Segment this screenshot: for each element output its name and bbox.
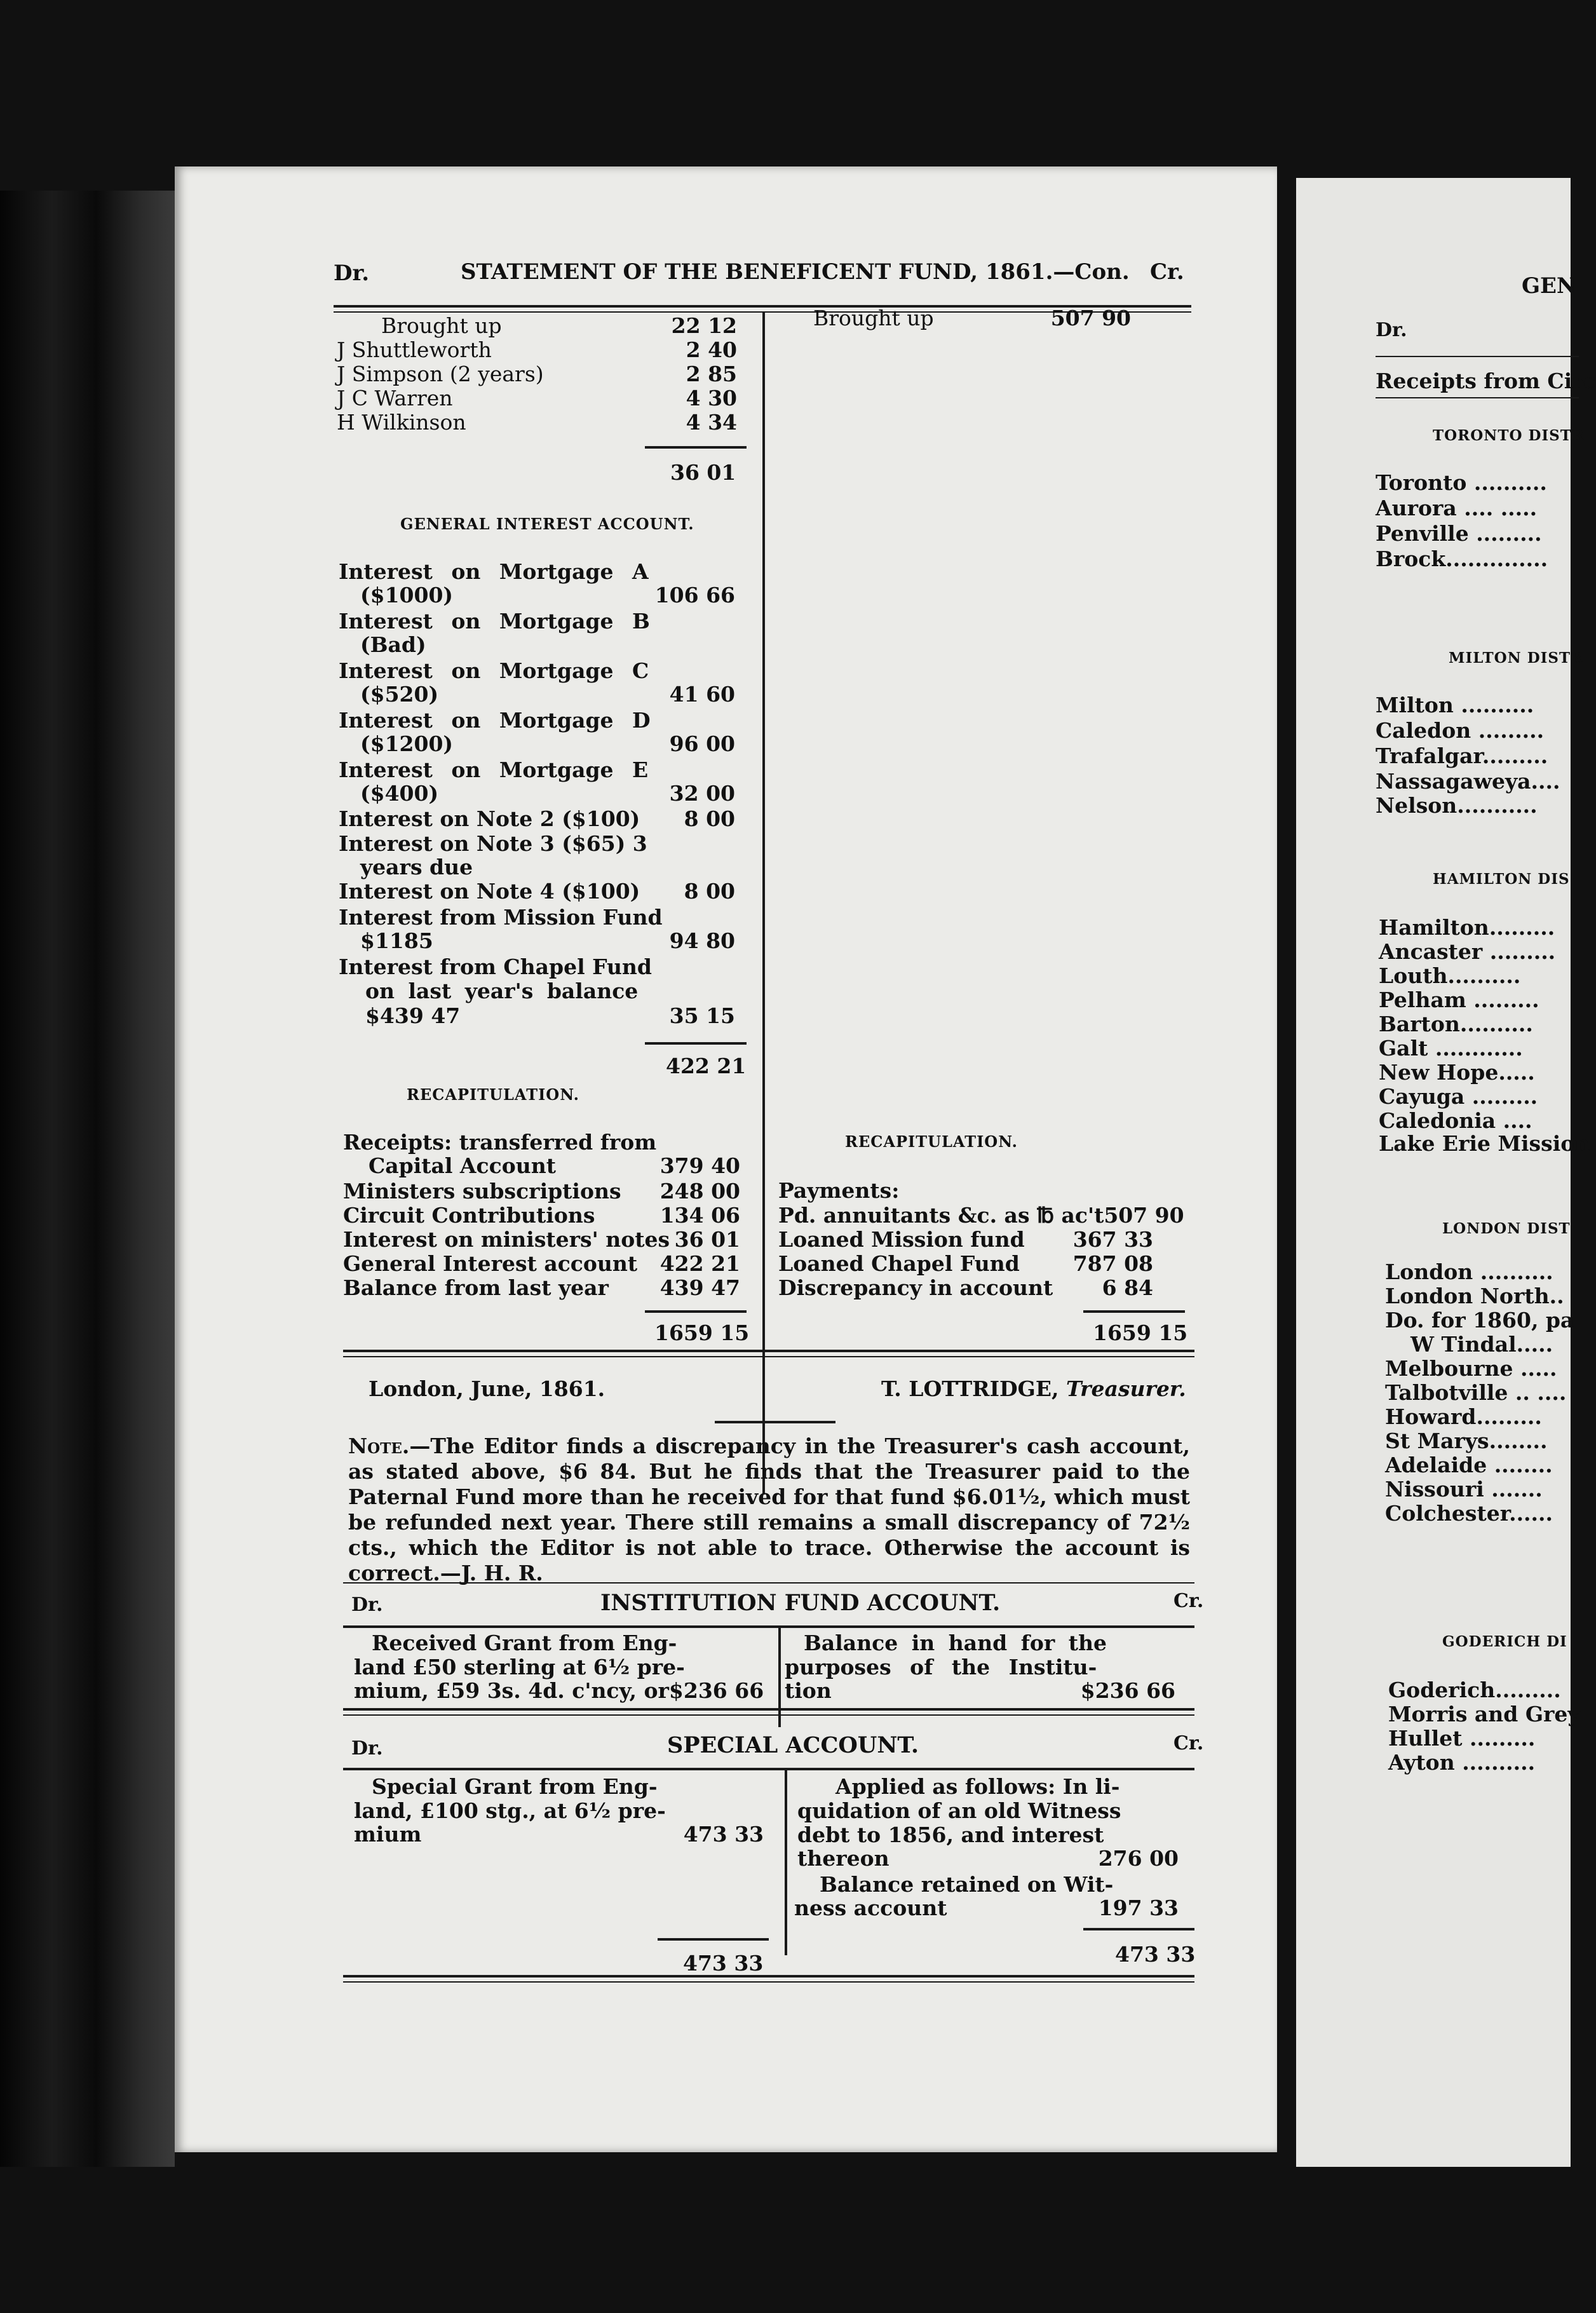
list-item: Balance from last year 439 47 bbox=[343, 1275, 740, 1300]
list-item: Trafalgar......... bbox=[1376, 743, 1548, 768]
list-item: years due bbox=[360, 855, 473, 879]
subtotal-rule bbox=[645, 446, 747, 449]
section-rule-thin bbox=[343, 1714, 1194, 1716]
total-rule bbox=[1083, 1310, 1185, 1313]
page-title: STATEMENT OF THE BENEFICENT FUND, 1861.—Con. bbox=[461, 259, 1130, 285]
list-item: Nassagaweya.... bbox=[1376, 769, 1560, 794]
list-item: H Wilkinson 4 34 bbox=[337, 410, 737, 435]
list-item: Melbourne ..... bbox=[1385, 1356, 1557, 1381]
district-heading: TORONTO DISTR bbox=[1433, 427, 1585, 444]
list-item: Interest on Mortgage E bbox=[339, 757, 649, 782]
special-total-left: 473 33 bbox=[683, 1951, 764, 1976]
list-item: Galt ............ bbox=[1379, 1036, 1523, 1061]
list-item: Louth.......... bbox=[1379, 963, 1521, 988]
list-item: Do. for 1860, pa bbox=[1385, 1308, 1574, 1333]
list-item: Toronto .......... bbox=[1376, 470, 1547, 495]
list-item: ness account 197 33 bbox=[794, 1896, 1179, 1920]
list-item: mium, £59 3s. 4d. c'ncy, or $236 66 bbox=[354, 1678, 764, 1703]
list-item: Discrepancy in account 6 84 bbox=[778, 1275, 1153, 1300]
list-item: Interest on Mortgage A bbox=[339, 559, 649, 584]
list-item: Special Grant from Eng- bbox=[372, 1774, 658, 1799]
list-item: ($1200) 96 00 bbox=[360, 731, 735, 756]
list-item: ($400) 32 00 bbox=[360, 781, 735, 806]
list-item: ($520) 41 60 bbox=[360, 682, 735, 707]
list-item: J Shuttleworth 2 40 bbox=[337, 337, 737, 362]
header-rule bbox=[1376, 356, 1579, 357]
list-item: thereon 276 00 bbox=[797, 1846, 1179, 1871]
list-item: Pd. annuitants &c. as ℔ ac't 507 90 bbox=[778, 1203, 1184, 1228]
section-rule bbox=[343, 1625, 1194, 1628]
section-rule bbox=[343, 1975, 1194, 1977]
list-item: Hullet ......... bbox=[1388, 1726, 1536, 1751]
list-item: Interest on Note 3 ($65) 3 bbox=[339, 831, 647, 856]
list-item: tion $236 66 bbox=[785, 1678, 1175, 1703]
list-item: quidation of an old Witness bbox=[797, 1798, 1121, 1823]
list-item: Caledonia .... bbox=[1379, 1108, 1532, 1133]
list-item: Receipts: transferred from bbox=[343, 1130, 657, 1155]
facing-header: GEN bbox=[1522, 273, 1577, 299]
list-item: Loaned Chapel Fund 787 08 bbox=[778, 1251, 1153, 1276]
header-rule bbox=[1376, 397, 1579, 398]
list-item: Received Grant from Eng- bbox=[372, 1631, 677, 1655]
list-item: Interest from Chapel Fund bbox=[339, 954, 653, 979]
list-item: J C Warren 4 30 bbox=[337, 386, 737, 410]
subtotal-rule bbox=[645, 1042, 747, 1045]
section-rule-thin bbox=[343, 1981, 1194, 1983]
list-item: London North.. bbox=[1385, 1284, 1564, 1308]
list-item: Interest on Mortgage B bbox=[339, 609, 650, 634]
list-item: Capital Account 379 40 bbox=[369, 1153, 740, 1178]
list-item: Brock.............. bbox=[1376, 546, 1548, 571]
section-rule bbox=[343, 1582, 1194, 1584]
list-item: land £50 sterling at 6½ pre- bbox=[354, 1655, 685, 1679]
list-item: Payments: bbox=[778, 1178, 900, 1203]
list-item: Barton.......... bbox=[1379, 1012, 1533, 1036]
list-item: W Tindal..... bbox=[1410, 1332, 1553, 1357]
list-item: Caledon ......... bbox=[1376, 718, 1545, 743]
list-item: St Marys........ bbox=[1385, 1428, 1548, 1453]
dr-label: Dr. bbox=[334, 261, 370, 286]
facing-page bbox=[1296, 178, 1596, 2167]
list-item: Adelaide ........ bbox=[1385, 1453, 1553, 1477]
list-item: Morris and Grey bbox=[1388, 1702, 1580, 1726]
list-item: Lake Erie Mission bbox=[1379, 1131, 1590, 1156]
cr-label: Cr. bbox=[1173, 1732, 1204, 1754]
treasurer-name: T. LOTTRIDGE, Treasurer. bbox=[881, 1376, 1186, 1401]
list-item: (Bad) bbox=[360, 632, 426, 657]
brought-up-right: Brought up 507 90 bbox=[813, 306, 1131, 330]
section-rule-thin bbox=[343, 1356, 1194, 1357]
dr-label: Dr. bbox=[1376, 319, 1407, 341]
note-rule bbox=[715, 1421, 835, 1423]
section-rule bbox=[343, 1350, 1194, 1352]
section-heading: GENERAL INTEREST ACCOUNT. bbox=[400, 515, 694, 533]
receipts-label: Receipts from Circ bbox=[1376, 369, 1596, 393]
list-item: Ministers subscriptions 248 00 bbox=[343, 1179, 740, 1204]
special-total-right: 473 33 bbox=[1115, 1942, 1196, 1967]
list-item: Interest on Note 4 ($100) 8 00 bbox=[339, 879, 735, 904]
list-item: J Simpson (2 years) 2 85 bbox=[337, 362, 737, 386]
list-item: $439 47 35 15 bbox=[365, 1003, 735, 1028]
list-item: $1185 94 80 bbox=[360, 928, 735, 953]
section-heading: RECAPITULATION. bbox=[407, 1085, 579, 1104]
district-heading: LONDON DIST bbox=[1442, 1220, 1571, 1237]
total-rule bbox=[645, 1310, 747, 1313]
list-item: Brought up 22 12 bbox=[381, 313, 737, 338]
total-rule bbox=[658, 1938, 769, 1941]
list-item: Pelham ......... bbox=[1379, 987, 1539, 1012]
list-item: mium 473 33 bbox=[354, 1822, 764, 1847]
recap-total-left: 1659 15 bbox=[654, 1320, 750, 1345]
district-heading: MILTON DISTR bbox=[1449, 649, 1584, 667]
list-item: Interest on Note 2 ($100) 8 00 bbox=[339, 806, 735, 831]
list-item: Balance retained on Wit- bbox=[820, 1872, 1114, 1897]
list-item: Ayton .......... bbox=[1388, 1750, 1536, 1775]
subtotal: 36 01 bbox=[670, 460, 736, 485]
list-item: Milton .......... bbox=[1376, 693, 1534, 717]
list-item: Howard......... bbox=[1385, 1404, 1542, 1429]
list-item: London .......... bbox=[1385, 1259, 1553, 1284]
list-item: Ancaster ......... bbox=[1379, 939, 1556, 964]
editor-note: Note.—The Editor finds a discrepancy in the Treasurer's cash account, as stated above, $6 84. But he finds that the Treasurer paid to the Paternal Fund more than he received for that fund $6.01½, which must be refunded next year. There still remains a small discrepancy of 72½ cts., which the Editor is not able to trace. Otherwise the account is correct.—J. H. R. bbox=[348, 1434, 1190, 1585]
district-heading: GODERICH DI bbox=[1442, 1633, 1567, 1650]
column-divider bbox=[778, 1625, 781, 1727]
list-item: purposes of the Institu- bbox=[785, 1655, 1097, 1679]
list-item: Balance in hand for the bbox=[804, 1631, 1107, 1655]
list-item: Circuit Contributions 134 06 bbox=[343, 1203, 740, 1228]
section-heading: RECAPITULATION. bbox=[845, 1132, 1018, 1151]
list-item: Hamilton......... bbox=[1379, 915, 1555, 940]
cr-label: Cr. bbox=[1173, 1590, 1204, 1612]
place-date: London, June, 1861. bbox=[369, 1376, 605, 1401]
list-item: New Hope..... bbox=[1379, 1060, 1535, 1085]
institution-title: INSTITUTION FUND ACCOUNT. bbox=[600, 1590, 1001, 1616]
list-item: Goderich......... bbox=[1388, 1678, 1561, 1702]
district-heading: HAMILTON DIS bbox=[1433, 871, 1570, 888]
section-rule bbox=[343, 1708, 1194, 1711]
cr-label: Cr. bbox=[1150, 259, 1184, 285]
list-item: Interest on Mortgage D bbox=[339, 708, 651, 733]
list-item: Talbotville .. .... bbox=[1385, 1380, 1567, 1405]
special-title: SPECIAL ACCOUNT. bbox=[667, 1732, 919, 1758]
dr-label: Dr. bbox=[351, 1594, 383, 1616]
list-item: ($1000) 106 66 bbox=[360, 583, 735, 607]
column-divider bbox=[785, 1768, 787, 1955]
list-item: Interest on Mortgage C bbox=[339, 658, 649, 683]
subtotal: 422 21 bbox=[666, 1054, 747, 1078]
list-item: General Interest account 422 21 bbox=[343, 1251, 740, 1276]
list-item: Applied as follows: In li- bbox=[835, 1774, 1120, 1799]
list-item: Cayuga ......... bbox=[1379, 1084, 1538, 1109]
dr-label: Dr. bbox=[351, 1737, 383, 1760]
ledger-page bbox=[175, 166, 1277, 2152]
list-item: Nelson........... bbox=[1376, 793, 1538, 818]
list-item: Interest from Mission Fund bbox=[339, 905, 663, 930]
list-item: Aurora .... ..... bbox=[1376, 496, 1538, 520]
list-item: Colchester...... bbox=[1385, 1501, 1553, 1526]
total-rule bbox=[1083, 1928, 1194, 1930]
list-item: land, £100 stg., at 6½ pre- bbox=[354, 1798, 666, 1823]
list-item: Nissouri ....... bbox=[1385, 1477, 1543, 1502]
list-item: on last year's balance bbox=[365, 979, 639, 1003]
book-binding bbox=[0, 191, 175, 2167]
list-item: Interest on ministers' notes 36 01 bbox=[343, 1227, 740, 1252]
list-item: debt to 1856, and interest bbox=[797, 1822, 1104, 1847]
recap-total-right: 1659 15 bbox=[1093, 1320, 1188, 1345]
list-item: Loaned Mission fund 367 33 bbox=[778, 1227, 1153, 1252]
section-rule bbox=[343, 1768, 1194, 1770]
list-item: Penville ......... bbox=[1376, 521, 1542, 546]
column-divider bbox=[762, 313, 765, 1495]
